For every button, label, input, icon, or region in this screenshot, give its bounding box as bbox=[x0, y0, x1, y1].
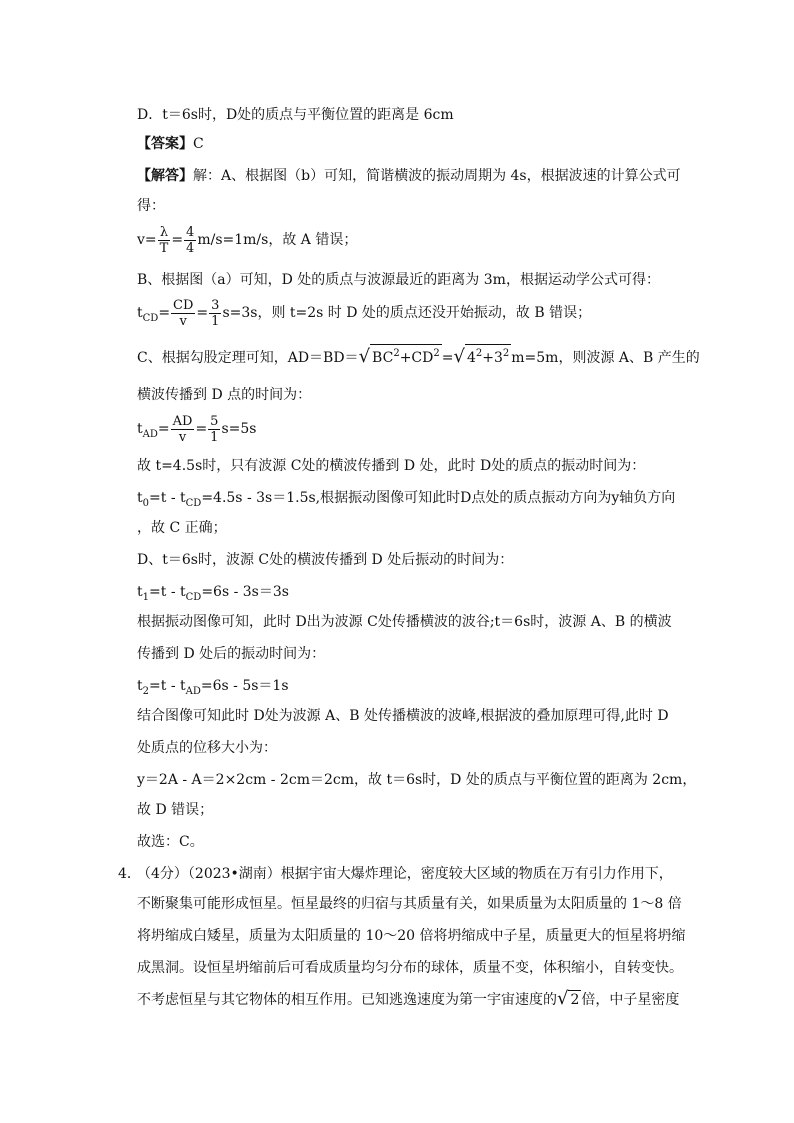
analysis-d-line-2: 根据振动图像可知，此时 D出为波源 C处传播横波的波谷;t＝6s时，波源 A、B 的横波 bbox=[137, 614, 672, 630]
numerator: AD bbox=[172, 413, 193, 429]
subscript: 0 bbox=[142, 498, 150, 509]
formula-text: =t - t bbox=[149, 584, 186, 600]
formula-t2 bbox=[137, 676, 289, 702]
question-4-line-4: 成黑洞。设恒星坍缩前后可看成质量均匀分布的球体，质量不变，体积缩小，自转变快。 bbox=[137, 960, 683, 976]
answer-value: C bbox=[193, 136, 204, 152]
sqrt-body bbox=[370, 344, 442, 367]
subscript: AD bbox=[142, 429, 158, 440]
analysis-d-line-6: y＝2A - A＝2×2cm - 2cm＝2cm，故 t＝6s时，D 处的质点与平衡位置的距离为 2cm， bbox=[137, 772, 697, 788]
analysis-d-line-8: 故选：C。 bbox=[137, 834, 204, 850]
formula-text: = bbox=[441, 350, 454, 366]
formula-text: t bbox=[137, 584, 143, 600]
fraction bbox=[171, 414, 195, 445]
formula-text: = bbox=[196, 305, 209, 321]
formula-text: +3 bbox=[482, 350, 503, 366]
analysis-c-line-3: 故 t=4.5s时，只有波源 C处的横波传播到 D 处，此时 D处的质点的振动时间为： bbox=[137, 458, 646, 474]
formula-tad bbox=[137, 412, 256, 452]
analysis-text: 解：A、根据图（b）可知，简谐横波的振动周期为 4s，根据波速的计算公式可 bbox=[193, 168, 681, 184]
denominator: 1 bbox=[210, 429, 219, 445]
sqrt-icon: √ bbox=[358, 346, 371, 367]
superscript: 2 bbox=[393, 348, 400, 359]
numerator: λ bbox=[158, 225, 171, 241]
formula-text: = bbox=[158, 305, 171, 321]
formula-text: =6s - 3s＝3s bbox=[201, 584, 289, 600]
formula-text: v= bbox=[137, 232, 157, 248]
option-d: D．t＝6s时，D处的质点与平衡位置的距离是 6cm bbox=[137, 107, 454, 123]
subscript: 1 bbox=[142, 592, 150, 603]
analysis-line-1 bbox=[137, 166, 681, 186]
question-4-line-2: 不断聚集可能形成恒星。恒星最终的归宿与其质量有关，如果质量为太阳质量的 1～8 倍 bbox=[137, 896, 682, 912]
analysis-c-line-2: 横波传播到 D 点的时间为： bbox=[137, 387, 312, 403]
analysis-c-line-1 bbox=[137, 344, 700, 371]
formula-text: =t - t bbox=[149, 678, 186, 694]
formula-text: s=5s bbox=[221, 421, 257, 437]
question-text: 倍，中子星密度 bbox=[581, 992, 680, 1008]
formula-text: = bbox=[157, 421, 170, 437]
subscript: CD bbox=[142, 313, 159, 324]
formula-text: t bbox=[137, 678, 143, 694]
formula-text: = bbox=[171, 232, 184, 248]
question-4-line-3: 将坍缩成白矮星，质量为太阳质量的 10～20 倍将坍缩成中子星，质量更大的恒星将坍缩 bbox=[137, 928, 686, 944]
denominator: v bbox=[178, 429, 187, 445]
superscript: 2 bbox=[502, 348, 510, 359]
denominator: 1 bbox=[211, 313, 220, 329]
numerator: 5 bbox=[210, 413, 219, 429]
formula-text: t bbox=[137, 305, 143, 321]
sqrt-icon: √ bbox=[453, 346, 465, 367]
formula-text: BC bbox=[372, 350, 394, 366]
answer-line bbox=[137, 134, 204, 154]
superscript: 2 bbox=[433, 348, 440, 359]
formula-text: +CD bbox=[399, 350, 434, 366]
analysis-d-line-5: 处质点的位移大小为： bbox=[137, 740, 277, 756]
question-text: 不考虑恒星与其它物体的相互作用。已知逃逸速度为第一宇宙速度的 bbox=[137, 992, 557, 1008]
fraction bbox=[184, 225, 196, 256]
formula-text: C、根据勾股定理可知，AD＝BD＝ bbox=[137, 350, 359, 366]
numerator: 4 bbox=[186, 224, 195, 240]
denominator: T bbox=[159, 240, 169, 256]
question-4-line-1: （4分）（2023•湖南）根据宇宙大爆炸理论，密度较大区域的物质在万有引力作用下， bbox=[137, 866, 673, 882]
analysis-c-line-4: ，故 C 正确； bbox=[137, 520, 227, 536]
fraction bbox=[209, 298, 221, 329]
subscript: AD bbox=[185, 686, 201, 697]
formula-t0 bbox=[137, 488, 675, 514]
formula-tcd bbox=[137, 296, 591, 336]
sqrt-body bbox=[465, 344, 511, 367]
analysis-b-line: B、根据图（a）可知，D 处的质点与波源最近的距离为 3m，根据运动学公式可得： bbox=[137, 272, 660, 288]
analysis-d-line-4: 结合图像可知此时 D处为波源 A、B 处传播横波的波峰,根据波的叠加原理可得,此时 D bbox=[137, 708, 669, 724]
fraction bbox=[171, 298, 195, 329]
analysis-d-line-7: 故 D 错误； bbox=[137, 802, 214, 818]
denominator: v bbox=[179, 313, 187, 329]
question-number: 4． bbox=[118, 866, 141, 882]
formula-velocity bbox=[137, 223, 357, 257]
analysis-d-line-3: 传播到 D 处后的振动时间为： bbox=[137, 646, 326, 662]
denominator: 4 bbox=[186, 240, 195, 256]
numerator: CD bbox=[173, 297, 194, 313]
fraction bbox=[208, 414, 220, 445]
analysis-label: 【解答】 bbox=[137, 168, 193, 184]
sqrt-body: 2 bbox=[570, 992, 580, 1008]
question-4-line-5 bbox=[137, 986, 679, 1013]
superscript: 2 bbox=[475, 348, 483, 359]
formula-text: =6s - 5s＝1s bbox=[200, 678, 289, 694]
formula-text: =4.5s - 3s＝1.5s,根据振动图像可知此时D点处的质点振动方向为y轴负方向 bbox=[201, 490, 676, 506]
formula-text: m=5m，则波源 A、B 产生的 bbox=[511, 350, 700, 366]
answer-label: 【答案】 bbox=[137, 136, 193, 152]
formula-text: = bbox=[195, 421, 208, 437]
subscript: CD bbox=[185, 498, 202, 509]
formula-text: t bbox=[137, 421, 143, 437]
sqrt-icon: √ bbox=[557, 988, 569, 1009]
fraction bbox=[158, 225, 171, 256]
formula-text: s=3s，则 t=2s 时 D 处的质点还没开始振动，故 B 错误； bbox=[222, 305, 592, 321]
formula-text: =t - t bbox=[149, 490, 186, 506]
analysis-d-line-1: D、t＝6s时，波源 C处的横波传播到 D 处后振动的时间为： bbox=[137, 552, 514, 568]
formula-text: m/s=1m/s，故 A 错误； bbox=[197, 232, 358, 248]
analysis-line-2: 得： bbox=[137, 198, 165, 214]
formula-t1 bbox=[137, 582, 289, 608]
numerator: 3 bbox=[211, 297, 220, 313]
formula-text: 4 bbox=[466, 350, 476, 366]
subscript: CD bbox=[185, 592, 202, 603]
subscript: 2 bbox=[142, 686, 150, 697]
formula-text: t bbox=[137, 490, 143, 506]
